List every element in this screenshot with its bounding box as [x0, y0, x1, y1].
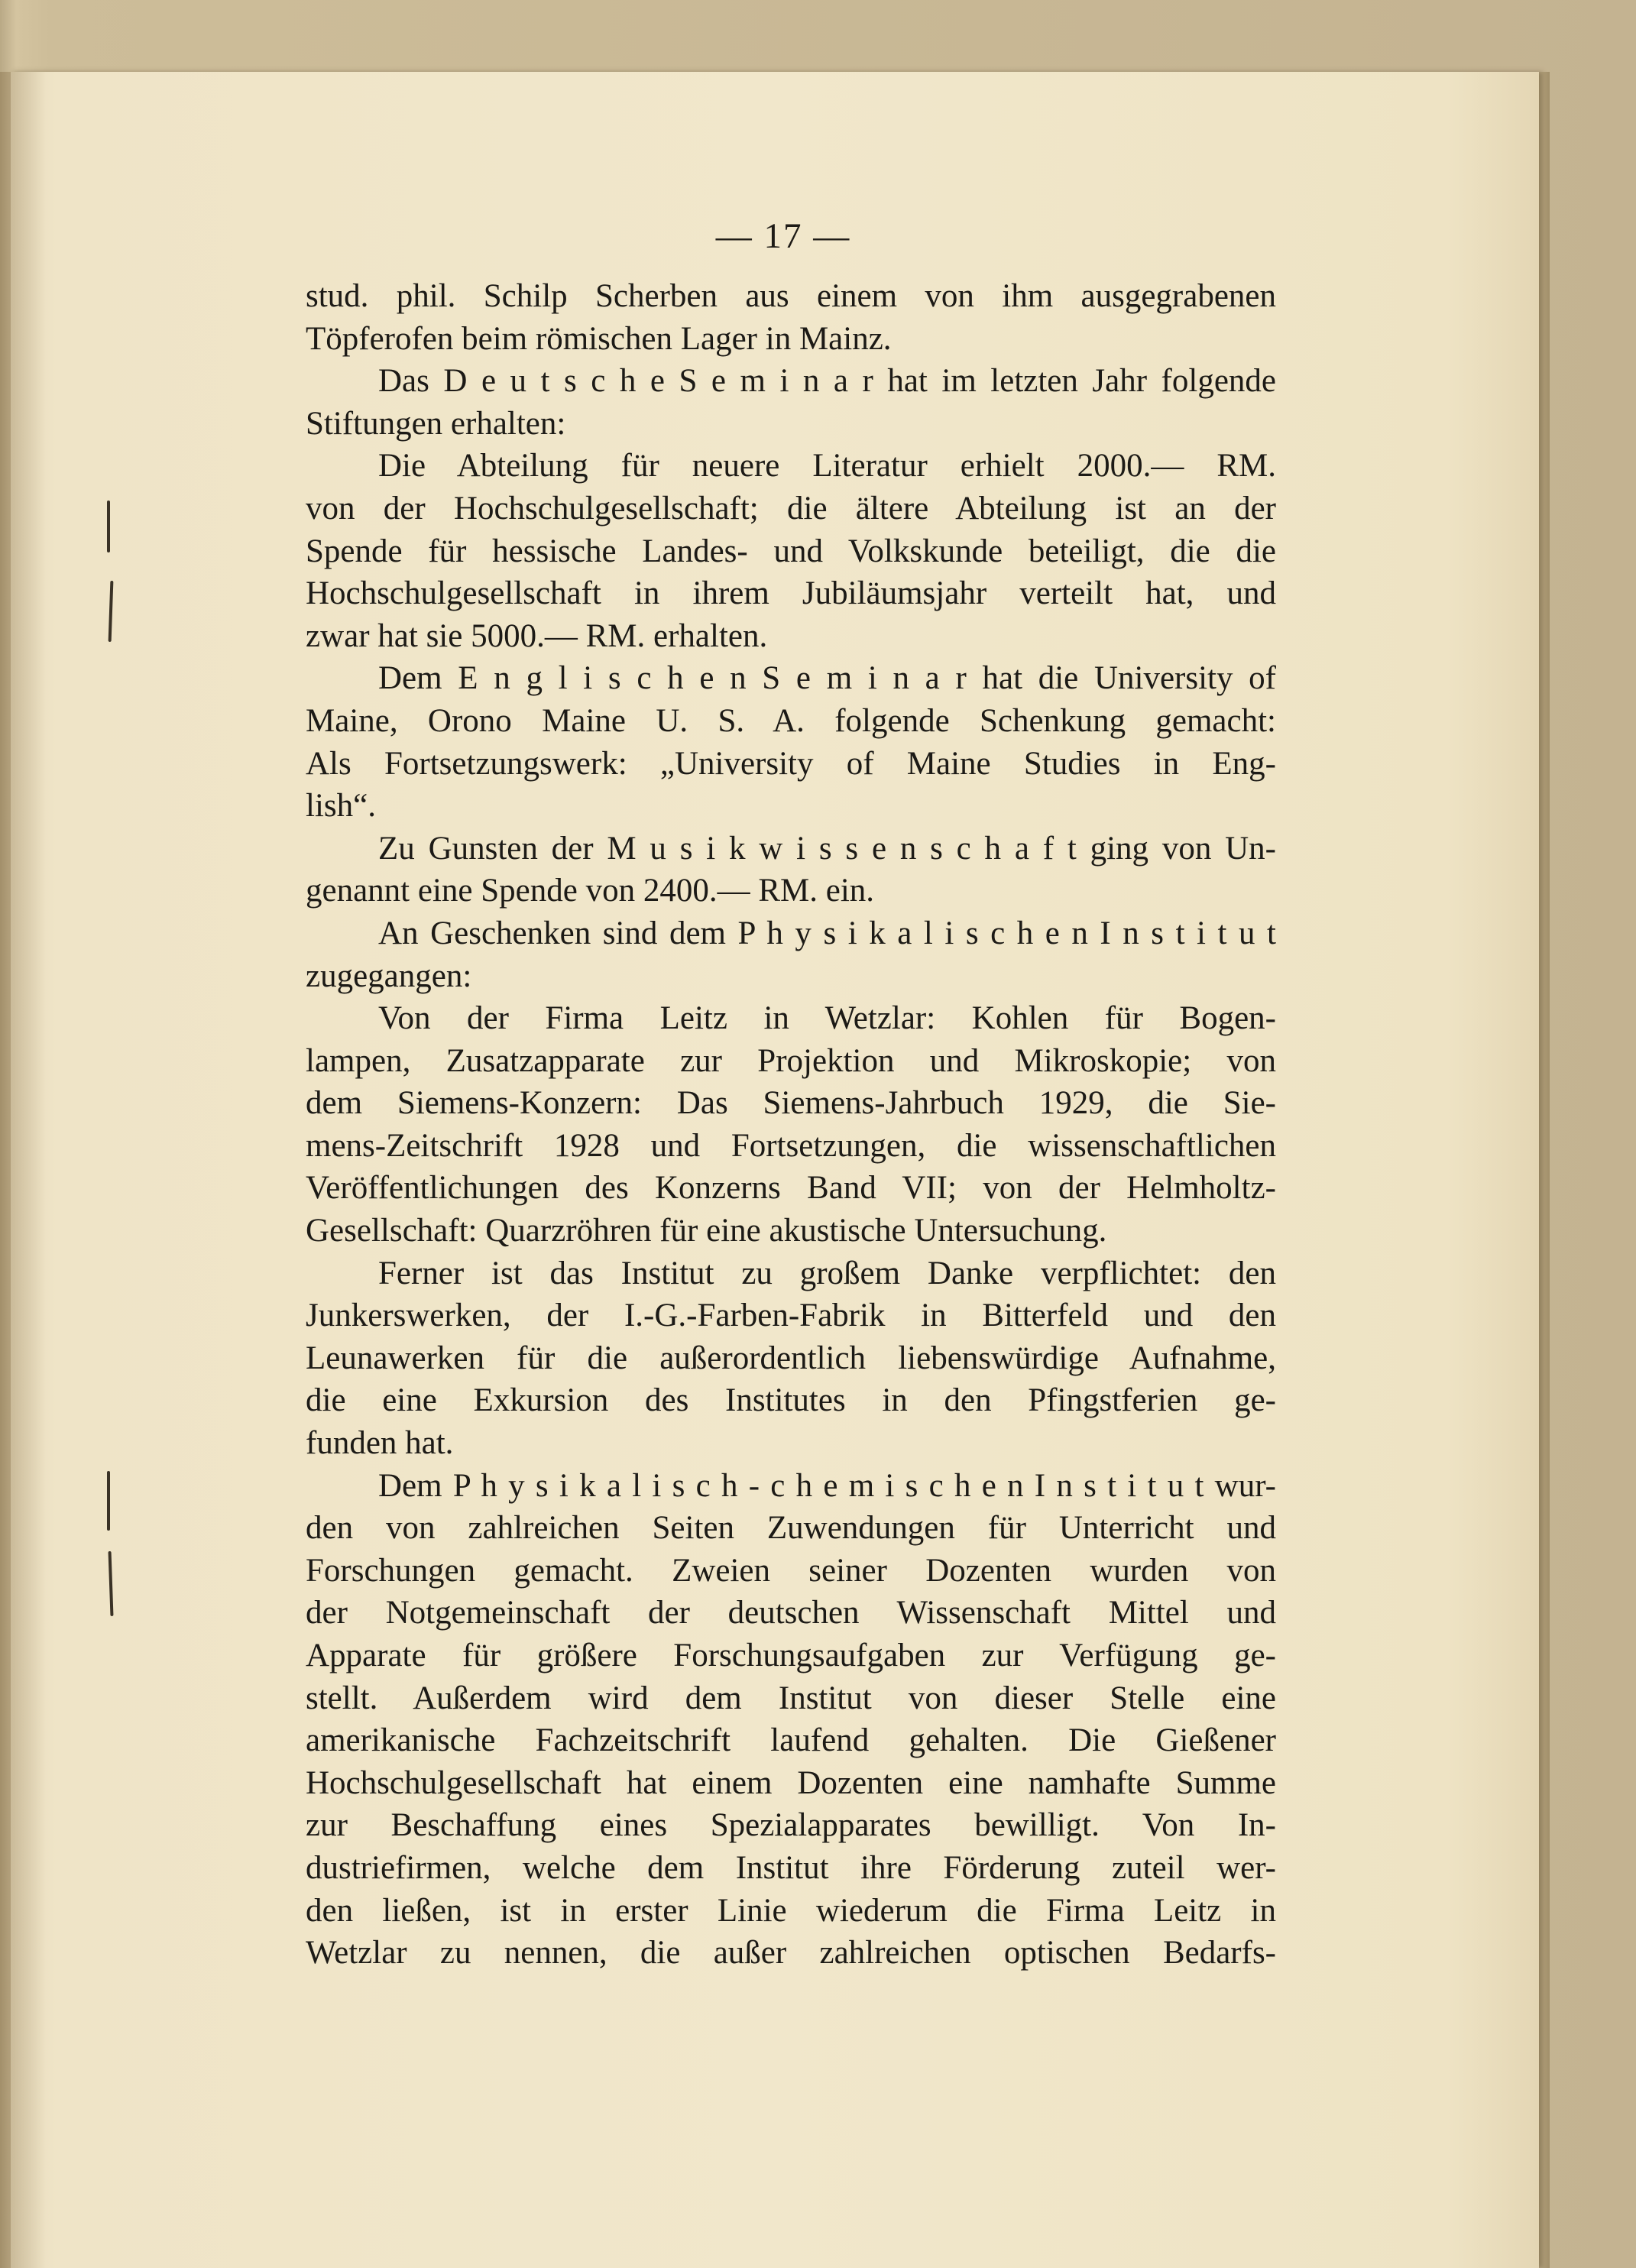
- text-line: Junkerswerken, der I.-G.-Farben-Fabrik in Bitterfeld und den: [306, 1298, 1276, 1334]
- text-line: Das D e u t s c h e S e m i n a r hat im letzten Jahr folgende: [378, 363, 1276, 400]
- text-line: Die Abteilung für neuere Literatur erhielt 2000.— RM.: [378, 448, 1276, 484]
- text-line: Dem P h y s i k a l i s c h - c h e m i s c h e n I n s t i t u t wur-: [378, 1467, 1276, 1504]
- text-line: Leunawerken für die außerordentlich liebenswürdige Aufnahme,: [306, 1340, 1276, 1376]
- gutter-shadow: [0, 72, 46, 2268]
- text-line: Hochschulgesellschaft in ihrem Jubiläumsjahr verteilt hat, und: [306, 575, 1276, 612]
- text-line: Gesellschaft: Quarzröhren für eine akustische Untersuchung.: [306, 1213, 1107, 1249]
- text-line: Forschungen gemacht. Zweien seiner Dozenten wurden von: [306, 1552, 1276, 1589]
- text-line: zwar hat sie 5000.— RM. erhalten.: [306, 617, 768, 654]
- text-line: Hochschulgesellschaft hat einem Dozenten eine namhafte Summe: [306, 1764, 1276, 1801]
- text-line: Stiftungen erhalten:: [306, 405, 566, 442]
- text-line: stud. phil. Schilp Scherben aus einem von ihm ausgegrabenen: [306, 278, 1276, 314]
- text-line: zugegangen:: [306, 957, 472, 994]
- text-line: zur Beschaffung eines Spezialapparates bewilligt. Von In-: [306, 1807, 1276, 1844]
- text-line: Als Fortsetzungswerk: „University of Maine Studies in Eng-: [306, 745, 1276, 782]
- text-line: Wetzlar zu nennen, die außer zahlreichen optischen Bedarfs-: [306, 1935, 1276, 1972]
- text-line: stellt. Außerdem wird dem Institut von dieser Stelle eine: [306, 1680, 1276, 1716]
- text-line: Veröffentlichungen des Konzerns Band VII; von der Helmholtz-: [306, 1170, 1276, 1207]
- page-number: — 17 —: [715, 216, 851, 256]
- text-line: Apparate für größere Forschungsaufgaben zur Verfügung ge-: [306, 1638, 1276, 1673]
- binding-stitch: [107, 1471, 110, 1531]
- text-line: den von zahlreichen Seiten Zuwendungen für Unterricht und: [306, 1510, 1276, 1547]
- text-line: dustriefirmen, welche dem Institut ihre Förderung zuteil wer-: [306, 1849, 1276, 1886]
- text-line: An Geschenken sind dem P h y s i k a l i s c h e n I n s t i t u t: [378, 915, 1276, 951]
- body-text: [306, 275, 1276, 1975]
- text-line: genannt eine Spende von 2400.— RM. ein.: [306, 873, 875, 909]
- text-line: Töpferofen beim römischen Lager in Mainz.: [306, 320, 892, 357]
- text-line: Ferner ist das Institut zu großem Danke verpflichtet: den: [378, 1255, 1276, 1291]
- text-line: Dem E n g l i s c h e n S e m i n a r hat die University of: [378, 660, 1276, 697]
- text-line: die eine Exkursion des Institutes in den Pfingstferien ge-: [306, 1382, 1276, 1419]
- text-line: mens-Zeitschrift 1928 und Fortsetzungen, die wissenschaftlichen: [306, 1127, 1276, 1164]
- text-line: lampen, Zusatzapparate zur Projektion und Mikroskopie; von: [306, 1042, 1276, 1079]
- text-line: den ließen, ist in erster Linie wiederum die Firma Leitz in: [306, 1892, 1276, 1929]
- text-line: lish“.: [306, 788, 376, 825]
- text-line: der Notgemeinschaft der deutschen Wissenschaft Mittel und: [306, 1595, 1276, 1631]
- binding-stitch: [107, 501, 110, 552]
- text-line: Zu Gunsten der M u s i k w i s s e n s c h a f t ging von Un-: [378, 830, 1276, 867]
- text-line: amerikanische Fachzeitschrift laufend gehalten. Die Gießener: [306, 1722, 1276, 1759]
- text-line: Spende für hessische Landes- und Volkskunde beteiligt, die die: [306, 533, 1276, 569]
- text-line: Von der Firma Leitz in Wetzlar: Kohlen für Bogen-: [378, 1000, 1276, 1037]
- text-line: von der Hochschulgesellschaft; die ältere Abteilung ist an der: [306, 490, 1276, 526]
- text-line: funden hat.: [306, 1425, 454, 1462]
- text-line: dem Siemens-Konzern: Das Siemens-Jahrbuch 1929, die Sie-: [306, 1085, 1276, 1122]
- text-line: Maine, Orono Maine U. S. A. folgende Schenkung gemacht:: [306, 702, 1276, 739]
